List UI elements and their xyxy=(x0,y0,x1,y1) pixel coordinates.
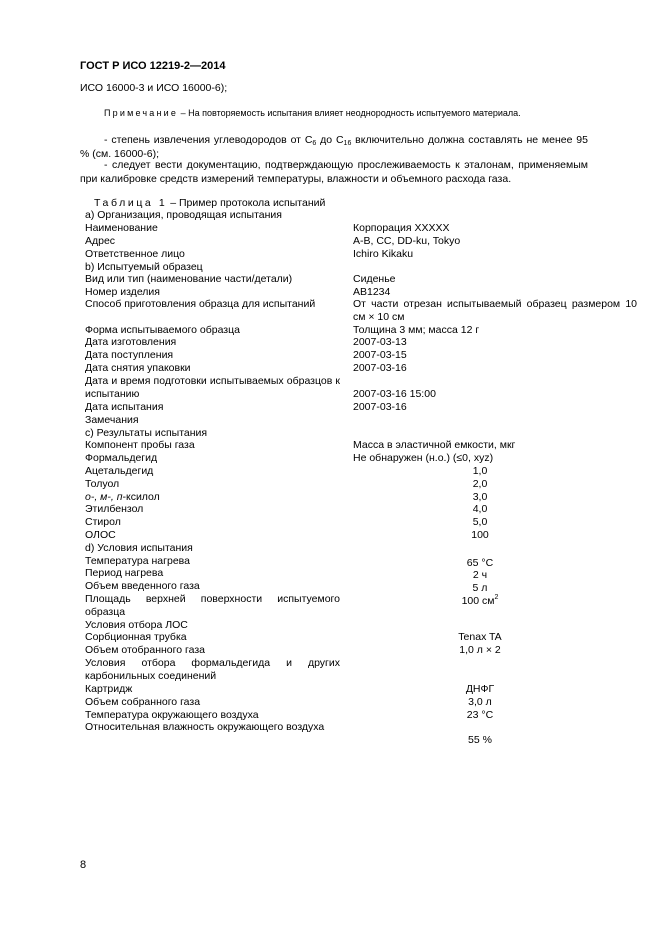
row-label: Дата снятия упаковки xyxy=(85,362,191,374)
row-value: 2 ч xyxy=(472,569,488,581)
row-label: Картридж xyxy=(85,683,133,695)
p1-subscript-6: 6 xyxy=(312,140,317,147)
row-value: 2007-03-13 xyxy=(353,336,407,348)
row-label: Наименование xyxy=(85,222,158,234)
row-label: Форма испытываемого образца xyxy=(85,324,240,336)
row-value: Масса в эластичной емкости, мкг xyxy=(353,439,516,451)
row-label: Площадь верхней поверхности испытуемого образца xyxy=(85,593,340,618)
table-caption xyxy=(94,197,325,209)
row-label: c) Результаты испытания xyxy=(85,427,208,439)
row-value xyxy=(385,595,575,608)
row-value: 4,0 xyxy=(472,503,488,515)
row-label: Толуол xyxy=(85,478,120,490)
continuation-line: ИСО 16000-3 и ИСО 16000-6); xyxy=(80,82,228,94)
row-label: Сорбционная трубка xyxy=(85,631,187,643)
p1-text-a: - степень извлечения углеводородов от C xyxy=(104,134,313,146)
row-label: Объем собранного газа xyxy=(85,696,201,708)
p1-text-b: до C xyxy=(316,134,344,146)
note xyxy=(104,108,521,118)
row-label: Относительная влажность окружающего воздуха xyxy=(85,721,325,733)
note-text: – На повторяемость испытания влияет неоднородность испытуемого материала. xyxy=(178,108,521,118)
row-value: 5 л xyxy=(472,582,488,594)
row-value: 23 °C xyxy=(466,709,494,721)
row-value: 55 % xyxy=(468,734,492,746)
row-label: Компонент пробы газа xyxy=(85,439,195,451)
row-value: Корпорация XXXXX xyxy=(353,222,450,234)
row-label: d) Условия испытания xyxy=(85,542,193,554)
row-value: 3,0 xyxy=(472,491,488,503)
row-value: ДНФГ xyxy=(465,683,495,695)
row-value: 2007-03-16 15:00 xyxy=(353,388,436,400)
row-label: ОЛОС xyxy=(85,529,116,541)
xylene-label: -ксилол xyxy=(122,491,160,503)
row-label: Условия отбора формальдегида и других карбонильных соединений xyxy=(85,657,340,682)
row-label: Дата поступления xyxy=(85,349,174,361)
xylene-prefix: о-, м-, п xyxy=(85,491,123,503)
row-value: 2007-03-16 xyxy=(353,362,407,374)
row-label: Дата и время подготовки испытываемых образцов к испытанию xyxy=(85,375,340,400)
row-value: 100 xyxy=(471,529,489,541)
row-value: Ichiro Kikaku xyxy=(353,248,414,260)
row-value: AB1234 xyxy=(353,286,391,298)
row-label: Замечания xyxy=(85,414,139,426)
row-label: Ацетальдегид xyxy=(85,465,154,477)
row-label: Формальдегид xyxy=(85,452,158,464)
row-label: Дата испытания xyxy=(85,401,164,413)
row-label: a) Организация, проводящая испытания xyxy=(85,209,282,221)
row-value: 65 °C xyxy=(466,557,494,569)
row-value: Сиденье xyxy=(353,273,396,285)
note-label: Примечание xyxy=(104,108,179,118)
row-value: 3,0 л xyxy=(468,696,492,708)
row-label: Дата изготовления xyxy=(85,336,177,348)
row-label: Номер изделия xyxy=(85,286,160,298)
row-value: 2,0 xyxy=(472,478,488,490)
document-header: ГОСТ Р ИСО 12219-2—2014 xyxy=(80,60,226,72)
row-label: Объем введенного газа xyxy=(85,580,200,592)
row-label: Этилбензол xyxy=(85,503,144,515)
row-value: 1,0 л × 2 xyxy=(459,644,501,656)
paragraph-extraction xyxy=(80,133,588,161)
row-value: A-B, CC, DD-ku, Tokyo xyxy=(353,235,461,247)
row-label: Стирол xyxy=(85,516,121,528)
area-value: 100 см xyxy=(461,595,495,607)
row-label: Температура окружающего воздуха xyxy=(85,709,259,721)
row-value: Толщина 3 мм; масса 12 г xyxy=(353,324,480,336)
row-value: 2007-03-16 xyxy=(353,401,407,413)
row-label: Период нагрева xyxy=(85,567,164,579)
p1-text-c: включительно должна составлять не менее 95 % (см. 16000-6); xyxy=(80,134,588,160)
row-value: Не обнаружен (н.о.) (≤0, xyz) xyxy=(353,452,494,464)
row-value: 2007-03-15 xyxy=(353,349,407,361)
row-label: Способ приготовления образца для испытаний xyxy=(85,298,316,310)
table-caption-text: – Пример протокола испытаний xyxy=(167,197,326,209)
row-label: b) Испытуемый образец xyxy=(85,261,203,273)
row-label: Объем отобранного газа xyxy=(85,644,205,656)
area-superscript: 2 xyxy=(494,594,499,601)
row-label: Адрес xyxy=(85,235,116,247)
row-label: Вид или тип (наименование части/детали) xyxy=(85,273,293,285)
table-caption-label: Таблица 1 xyxy=(94,197,168,209)
row-label: Условия отбора ЛОС xyxy=(85,619,188,631)
row-value: 5,0 xyxy=(472,516,488,528)
row-value: От части отрезан испытываемый образец размером 10 см × 10 см xyxy=(353,298,637,323)
row-label: Температура нагрева xyxy=(85,555,190,567)
paragraph-documentation: - следует вести документацию, подтверждающую прослеживаемость к эталонам, применяемым при калибровке средств измерений температуры, влажности и объемного расхода газа. xyxy=(80,159,588,185)
row-value: Tenax TA xyxy=(458,631,502,643)
row-value: 1,0 xyxy=(472,465,488,477)
page-number: 8 xyxy=(80,859,87,871)
p1-subscript-16: 16 xyxy=(343,140,352,147)
row-label: Ответственное лицо xyxy=(85,248,185,260)
